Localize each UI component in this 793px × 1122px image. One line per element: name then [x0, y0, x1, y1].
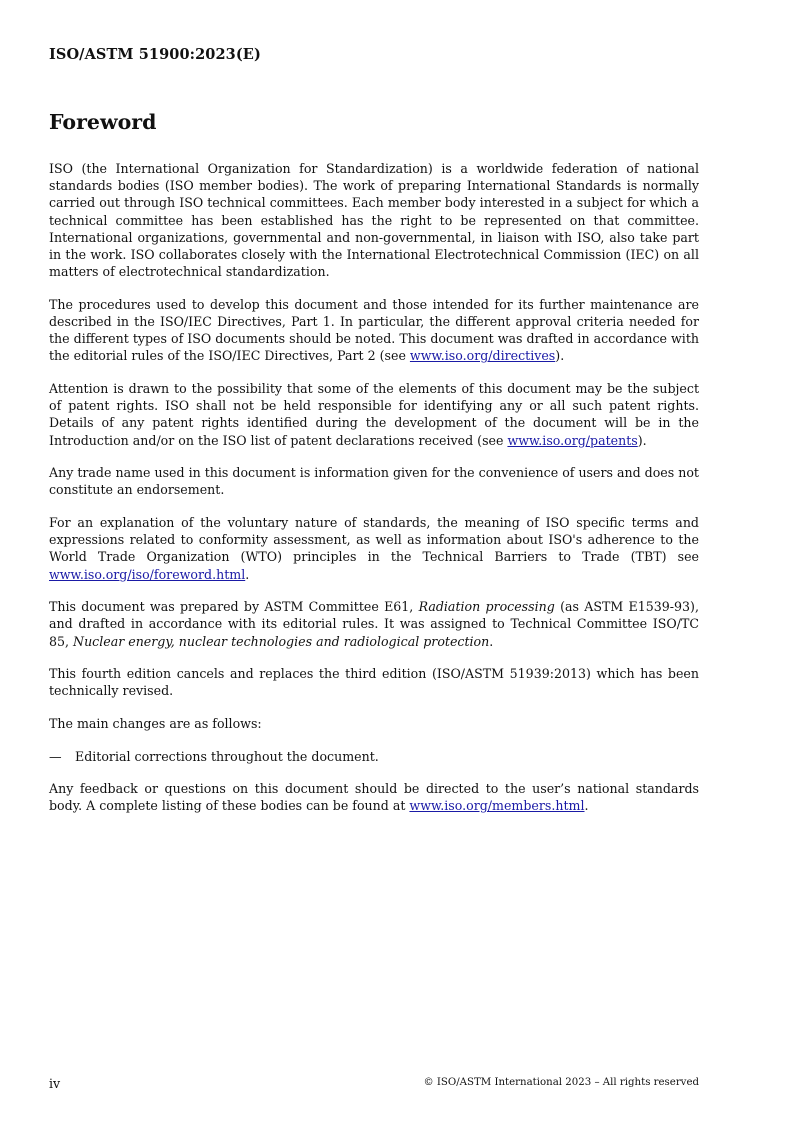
paragraph-tail: ). [555, 348, 565, 364]
paragraph-tail: . [584, 798, 589, 814]
copyright-notice: © ISO/ASTM International 2023 – All rights reserved [423, 1077, 699, 1088]
page-title: Foreword [49, 110, 157, 134]
link-patents[interactable]: www.iso.org/patents [507, 432, 638, 448]
paragraph-changes-intro: The main changes are as follows: [49, 716, 262, 732]
link-members[interactable]: www.iso.org/members.html [409, 798, 585, 814]
list-dash: — [49, 748, 62, 764]
paragraph-text: The procedures used to develop this document and those intended for its further maintenance are described in the ISO/IEC Directives, Part 1. In particular, the different approval criteria needed for the different types of ISO documents should be noted. This document was drafted in accordance with the editorial rules of the ISO/IEC Directives, Part 2 (see [49, 296, 699, 364]
paragraph-iso-overview: ISO (the International Organization for Standardization) is a worldwide federation of national standards bodies (ISO member bodies). The work of preparing International Standards is normally carried out through ISO technical committees. Each member body interested in a subject for which a technical committee has been established has the right to be represented on that committee. International organizations, governmental and non-governmental, in liaison with ISO, also take part in the work. ISO collaborates closely with the International Electrotechnical Commission (IEC) on all matters of electrotechnical standardization. [49, 161, 699, 280]
list-item-text: Editorial corrections throughout the document. [75, 748, 379, 764]
committee-name: Radiation processing [418, 599, 555, 615]
paragraph-procedures [49, 296, 699, 365]
paragraph-tail: . [245, 566, 250, 582]
paragraph-feedback [49, 780, 699, 814]
paragraph-voluntary-nature [49, 514, 699, 583]
paragraph-preparation [49, 598, 699, 650]
paragraph-text: Attention is drawn to the possibility that some of the elements of this document may be the subject of patent rights. ISO shall not be held responsible for identifying any or all such patent rights. Details of any patent rights identified during the development of the document will be in the Introduction and/or on the ISO list of patent declarations received (see [49, 381, 699, 448]
paragraph-text: Any feedback or questions on this document should be directed to the user’s national standards body. A complete listing of these bodies can be found at [49, 781, 699, 814]
page-number: iv [49, 1076, 61, 1091]
link-foreword[interactable]: www.iso.org/iso/foreword.html [49, 566, 246, 582]
technical-committee-name: Nuclear energy, nuclear technologies and radiological protection [73, 633, 490, 649]
paragraph-text: For an explanation of the voluntary nature of standards, the meaning of ISO specific terms and expressions related to conformity assessment, as well as information about ISO's adherence to the World Trade Organization (WTO) principles in the Technical Barriers to Trade (TBT) see [49, 515, 699, 565]
document-id: ISO/ASTM 51900:2023(E) [49, 46, 261, 63]
list-item [49, 748, 699, 765]
paragraph-tail: ). [637, 432, 647, 448]
paragraph-trade-name: Any trade name used in this document is information given for the convenience of users and does not constitute an endorsement. [49, 465, 699, 498]
link-directives[interactable]: www.iso.org/directives [409, 348, 556, 364]
paragraph-patents [49, 380, 699, 449]
paragraph-text: This document was prepared by ASTM Committee E61, [49, 599, 419, 615]
paragraph-tail: . [489, 633, 494, 649]
paragraph-text: (as ASTM E1539-93), and drafted in accordance with its editorial rules. It was assigned to Technical Committee ISO/TC 85, [49, 599, 699, 649]
paragraph-edition: This fourth edition cancels and replaces the third edition (ISO/ASTM 51939:2013) which has been technically revised. [49, 666, 699, 699]
foreword-body [49, 160, 699, 830]
